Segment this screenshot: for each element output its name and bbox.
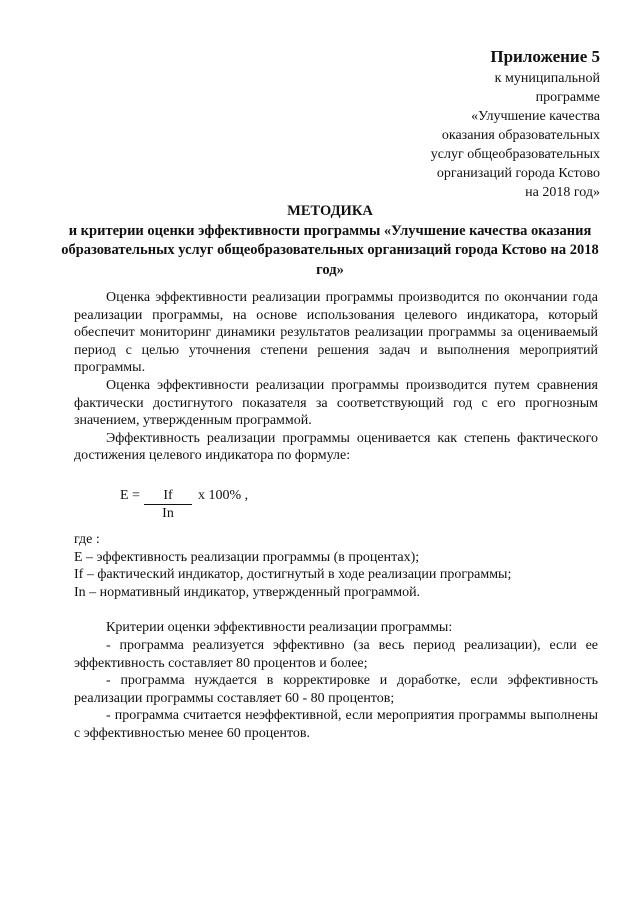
criteria-item: - программа считается неэффективной, если мероприятия программы выполнены с эффективностью менее 60 процентов. [74,708,598,741]
formula-denominator: In [162,505,174,521]
appendix-line: на 2018 год» [525,185,600,200]
heading-title: МЕТОДИКА [287,203,373,219]
appendix-line: «Улучшение качества [471,109,600,124]
spacer [74,601,598,619]
appendix-line: организаций города Кстово [436,166,600,181]
criteria-item: - программа реализуется эффективно (за весь период реализации), если ее эффективность составляет 80 процентов и более; [74,637,598,671]
paragraph: Эффективность реализации программы оценивается как степень фактического достижения целевого индикатора по формуле: [74,430,598,464]
criteria-item: - программа нуждается в корректировке и доработке, если эффективность реализации программы составляет 60 - 80 процентов; [74,673,598,706]
definition-item: In – нормативный индикатор, утвержденный программой. [74,584,421,600]
appendix-line: оказания образовательных [441,128,600,143]
heading-subtitle: и критерии оценки эффективности программы «Улучшение качества оказания образовательных услуг общеобразовательных организаций города Кстово на 2018 год» [61,222,599,278]
criteria-title: Критерии оценки эффективности реализации программы: [106,620,453,636]
definition-item: If – фактический индикатор, достигнутый в ходе реализации программы; [74,567,512,583]
formula-multiplier: x 100% , [198,487,249,503]
appendix-block [431,46,600,202]
document-body [74,289,598,742]
where-label: где : [74,531,100,547]
paragraph: Оценка эффективности реализации программы производится по окончании года реализации программы, на основе использования целевого индикатора, который обеспечит мониторинг динамики результатов реализации программы за оцениваемый период с целью уточнения степени решения задач и выполнения мероприятий программы. [74,290,598,376]
paragraph: Оценка эффективности реализации программы производится путем сравнения фактически достигнутого показателя за соответствующий год с его прогнозным значением, утвержденным программой. [74,377,598,429]
formula-lhs: E = [120,487,140,503]
appendix-line: услуг общеобразовательных [430,147,600,162]
appendix-line: к муниципальной [494,71,600,86]
document-heading [60,202,600,280]
efficiency-formula [74,487,598,527]
formula-numerator: If [144,487,192,505]
definition-item: E – эффективность реализации программы (в процентах); [74,549,420,565]
appendix-title: Приложение 5 [490,47,600,66]
appendix-line: программе [535,90,600,105]
